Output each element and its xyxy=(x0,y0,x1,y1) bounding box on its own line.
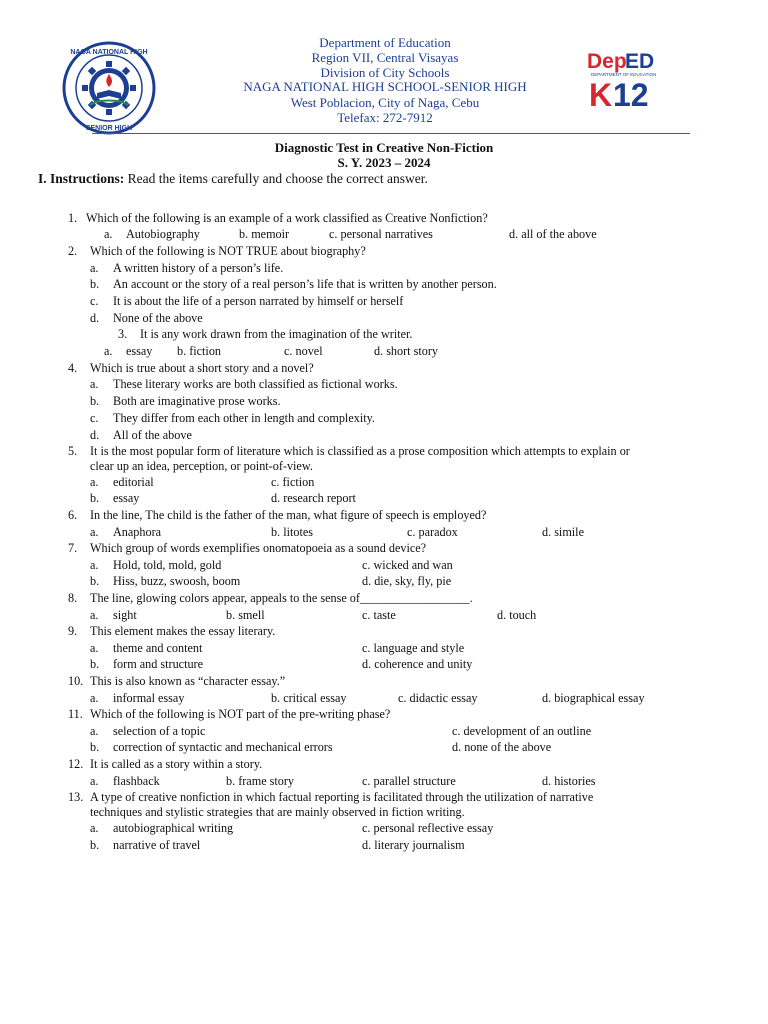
svg-text:DEPARTMENT OF EDUCATION: DEPARTMENT OF EDUCATION xyxy=(591,72,657,77)
choice-text: editorial xyxy=(113,475,154,489)
choice-text: d. touch xyxy=(497,608,537,622)
choice-letter: b. xyxy=(90,394,100,408)
choice-text: correction of syntactic and mechanical errors xyxy=(113,740,333,754)
choice-letter: b. xyxy=(90,740,100,754)
choice-text: essay xyxy=(113,491,140,505)
question-text: A type of creative nonfiction in which factual reporting is facilitated through the utilization of narrative xyxy=(90,790,594,804)
header-region: Region VII, Central Visayas xyxy=(311,50,459,65)
choice-text: c. fiction xyxy=(271,475,315,489)
choice-letter: b. xyxy=(90,277,100,291)
choice-letter: a. xyxy=(104,227,113,241)
choice-text: c. paradox xyxy=(407,525,458,539)
instructions-text: Read the items carefully and choose the correct answer. xyxy=(124,171,428,186)
choice-text: theme and content xyxy=(113,641,203,655)
instructions-label: I. Instructions: xyxy=(38,171,125,186)
choice-text: c. novel xyxy=(284,344,323,358)
choice-text: b. frame story xyxy=(226,774,295,788)
choice-text: Hold, told, mold, gold xyxy=(113,558,222,572)
question-text: The line, glowing colors appear, appeals to the sense of__________________. xyxy=(90,591,473,605)
choice-text: These literary works are both classified as fictional works. xyxy=(113,377,398,391)
choice-text: d. histories xyxy=(542,774,596,788)
choice-text: A written history of a person’s life. xyxy=(113,261,284,275)
header-division: Division of City Schools xyxy=(320,65,450,80)
question-text: This is also known as “character essay.” xyxy=(90,674,286,688)
choice-text: autobiographical writing xyxy=(113,821,234,835)
choice-text: c. language and style xyxy=(362,641,465,655)
choice-text: c. taste xyxy=(362,608,396,622)
choice-letter: a. xyxy=(90,724,99,738)
choice-text: d. coherence and unity xyxy=(362,657,473,671)
choice-text: d. none of the above xyxy=(452,740,552,754)
choice-letter: a. xyxy=(90,475,99,489)
question-number: 9. xyxy=(68,624,78,638)
choice-text: Autobiography xyxy=(126,227,200,241)
choice-text: Both are imaginative prose works. xyxy=(113,394,281,408)
choice-text: Hiss, buzz, swoosh, boom xyxy=(113,574,241,588)
question-number: 8. xyxy=(68,591,78,605)
question-number: 6. xyxy=(68,508,78,522)
choice-text: It is about the life of a person narrated by himself or herself xyxy=(113,294,404,308)
choice-letter: d. xyxy=(90,428,100,442)
choice-letter: a. xyxy=(90,691,99,705)
choice-text: d. die, sky, fly, pie xyxy=(362,574,452,588)
question-text-continued: clear up an idea, perception, or point-of-view. xyxy=(90,459,313,473)
choice-letter: a. xyxy=(104,344,113,358)
choice-text: c. parallel structure xyxy=(362,774,456,788)
choice-letter: d. xyxy=(90,311,100,325)
choice-text: d. research report xyxy=(271,491,356,505)
svg-text:Dep: Dep xyxy=(587,50,627,73)
choice-letter: a. xyxy=(90,821,99,835)
question-text: This element makes the essay literary. xyxy=(90,624,276,638)
choice-text: b. smell xyxy=(226,608,265,622)
svg-text:12: 12 xyxy=(613,77,649,108)
choice-text: b. critical essay xyxy=(271,691,347,705)
choice-text: Anaphora xyxy=(113,525,162,539)
choice-letter: b. xyxy=(90,574,100,588)
choice-text: d. simile xyxy=(542,525,584,539)
choice-text: d. short story xyxy=(374,344,438,358)
question-text: Which of the following is NOT TRUE about biography? xyxy=(90,244,366,258)
question-number: 11. xyxy=(68,707,83,721)
choice-text: c. personal narratives xyxy=(329,227,433,241)
school-seal-logo xyxy=(62,41,156,135)
question-number: 4. xyxy=(68,361,78,375)
choice-text: None of the above xyxy=(113,311,203,325)
question-number: 2. xyxy=(68,244,78,258)
choice-text: flashback xyxy=(113,774,160,788)
question-number: 5. xyxy=(68,444,78,458)
instructions xyxy=(38,171,428,187)
choice-letter: a. xyxy=(90,377,99,391)
header-telefax: Telefax: 272-7912 xyxy=(337,110,433,125)
header-divider xyxy=(92,133,690,134)
header-department: Department of Education xyxy=(319,35,451,50)
question-number: 12. xyxy=(68,757,84,771)
test-title: Diagnostic Test in Creative Non-Fiction xyxy=(274,140,494,155)
choice-text: narrative of travel xyxy=(113,838,201,852)
question-text: It is the most popular form of literature which is classified as a prose composition which attempts to explain or xyxy=(90,444,630,458)
choice-text: d. all of the above xyxy=(509,227,597,241)
choice-text: informal essay xyxy=(113,691,185,705)
choice-letter: c. xyxy=(90,411,99,425)
question-number: 7. xyxy=(68,541,78,555)
question-text: Which is true about a short story and a novel? xyxy=(90,361,314,375)
question-text: It is any work drawn from the imagination of the writer. xyxy=(140,327,413,341)
question-text: It is called as a story within a story. xyxy=(90,757,263,771)
choice-text: b. fiction xyxy=(177,344,222,358)
choice-text: c. wicked and wan xyxy=(362,558,453,572)
choice-text: c. didactic essay xyxy=(398,691,478,705)
choice-text: essay xyxy=(126,344,153,358)
svg-text:K: K xyxy=(589,77,613,108)
choice-letter: a. xyxy=(90,261,99,275)
school-year: S. Y. 2023 – 2024 xyxy=(337,155,431,170)
choice-text: An account or the story of a real person’s life that is written by another person. xyxy=(113,277,497,291)
question-number: 13. xyxy=(68,790,84,804)
choice-letter: a. xyxy=(90,558,99,572)
question-text: Which group of words exemplifies onomatopoeia as a sound device? xyxy=(90,541,427,555)
header-school-name: NAGA NATIONAL HIGH SCHOOL-SENIOR HIGH xyxy=(243,79,527,94)
question-number: 10. xyxy=(68,674,84,688)
question-number: 3. xyxy=(118,327,128,341)
question-text: Which of the following is NOT part of the pre-writing phase? xyxy=(90,707,391,721)
svg-text:ED: ED xyxy=(625,50,655,73)
choice-letter: b. xyxy=(90,838,100,852)
header-address: West Poblacion, City of Naga, Cebu xyxy=(290,95,480,110)
question-text: Which of the following is an example of a work classified as Creative Nonfiction? xyxy=(86,211,488,225)
choice-text: c. personal reflective essay xyxy=(362,821,494,835)
question-text-continued: techniques and stylistic strategies that are mainly observed in fiction writing. xyxy=(90,805,465,819)
choice-letter: b. xyxy=(90,491,100,505)
choice-text: c. development of an outline xyxy=(452,724,592,738)
choice-text: d. biographical essay xyxy=(542,691,645,705)
choice-text: b. memoir xyxy=(239,227,290,241)
svg-text:NAGA NATIONAL HIGH: NAGA NATIONAL HIGH xyxy=(70,49,148,56)
choice-text: form and structure xyxy=(113,657,204,671)
choice-text: b. litotes xyxy=(271,525,313,539)
choice-text: d. literary journalism xyxy=(362,838,465,852)
choice-letter: b. xyxy=(90,657,100,671)
choice-letter: a. xyxy=(90,525,99,539)
choice-text: sight xyxy=(113,608,137,622)
choice-letter: a. xyxy=(90,608,99,622)
choice-letter: c. xyxy=(90,294,99,308)
choice-text: selection of a topic xyxy=(113,724,206,738)
choice-text: All of the above xyxy=(113,428,192,442)
choice-text: They differ from each other in length and complexity. xyxy=(113,411,375,425)
choice-letter: a. xyxy=(90,641,99,655)
choice-letter: a. xyxy=(90,774,99,788)
svg-text:SENIOR HIGH: SENIOR HIGH xyxy=(85,125,133,132)
question-text: In the line, The child is the father of the man, what figure of speech is employed? xyxy=(90,508,487,522)
question-number: 1. xyxy=(68,211,78,225)
